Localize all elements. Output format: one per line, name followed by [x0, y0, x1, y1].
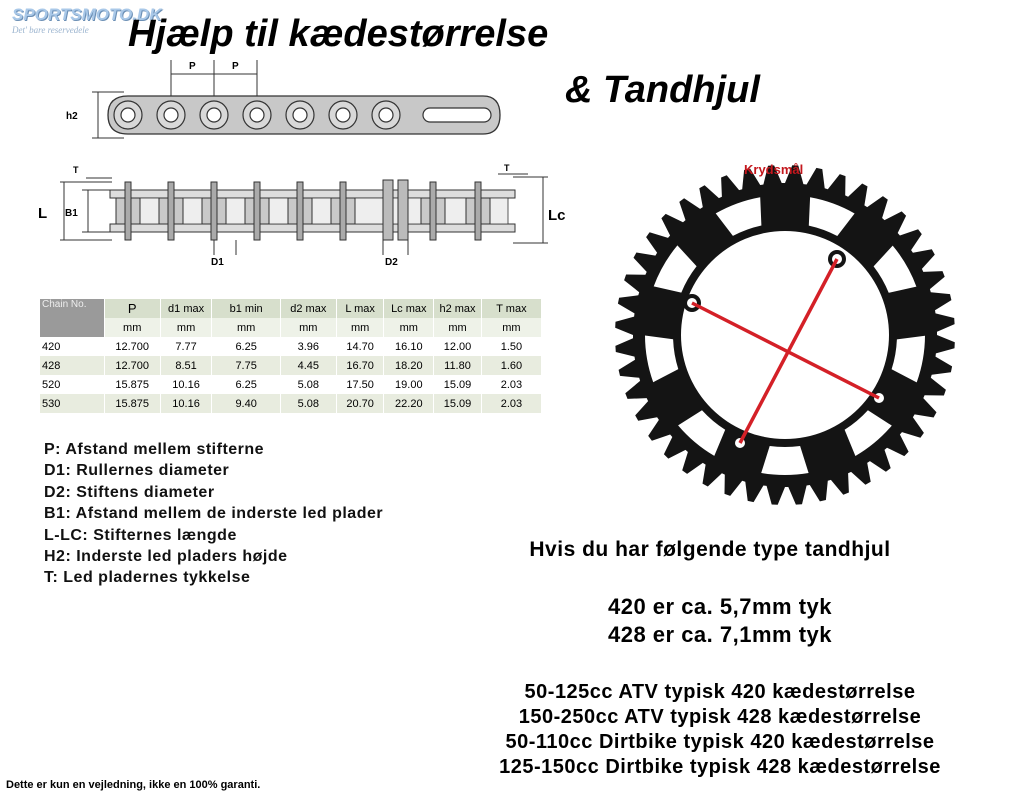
table-cell: 1.50: [481, 337, 541, 356]
crossmeasure-label: Krydsmål: [744, 162, 804, 177]
thickness-item: 428 er ca. 7,1mm tyk: [607, 622, 833, 647]
table-row: [40, 375, 542, 394]
column-header: b1 min: [212, 299, 280, 318]
thickness-item: 420 er ca. 5,7mm tyk: [607, 594, 833, 619]
unit-cell: mm: [212, 318, 280, 337]
sportsmoto-logo[interactable]: [12, 5, 162, 35]
sprocket-thickness-list: [440, 593, 1000, 649]
legend-item: L-LC: Stifternes længde: [44, 526, 237, 544]
table-cell: 2.03: [481, 394, 541, 413]
dim-label-d1: D1: [211, 257, 224, 268]
table-row: [40, 356, 542, 375]
chain-pin: [168, 182, 174, 240]
table-cell: 12.700: [104, 337, 160, 356]
unit-cell: mm: [160, 318, 212, 337]
chain-pin: [297, 182, 303, 240]
table-cell: 15.09: [434, 394, 482, 413]
crossmeasure-line: [740, 259, 837, 443]
table-cell: 3.96: [280, 337, 336, 356]
table-cell: 8.51: [160, 356, 212, 375]
typical-item: 50-125cc ATV typisk 420 kædestørrelse: [524, 681, 916, 703]
column-header: T max: [481, 299, 541, 318]
dim-label-p2: P: [232, 61, 239, 72]
typical-item: 50-110cc Dirtbike typisk 420 kædestørrelse: [505, 731, 935, 753]
table-cell: 12.00: [434, 337, 482, 356]
column-header: Lc max: [384, 299, 434, 318]
column-header: d1 max: [160, 299, 212, 318]
chain-top-view: [110, 180, 515, 240]
chain-pin: [211, 182, 217, 240]
chain-pin-hole: [121, 108, 135, 122]
crossmeasure-line: [692, 303, 879, 398]
table-cell: 18.20: [384, 356, 434, 375]
table-cell: 15.09: [434, 375, 482, 394]
chain-number-cell: 420: [40, 337, 104, 356]
table-corner: Chain No.: [40, 299, 104, 337]
unit-cell: mm: [280, 318, 336, 337]
legend-item: D2: Stiftens diameter: [44, 483, 215, 501]
table-cell: 19.00: [384, 375, 434, 394]
unit-cell: mm: [434, 318, 482, 337]
page-title: Hjælp til kædestørrelse: [128, 13, 549, 55]
chain-pin: [254, 182, 260, 240]
table-cell: 22.20: [384, 394, 434, 413]
table-cell: 16.10: [384, 337, 434, 356]
dim-label-h2: h2: [66, 111, 78, 122]
logo-name: SPORTSMOTO.DK: [12, 5, 162, 24]
chain-pin-hole: [336, 108, 350, 122]
logo-tagline: Det' bare reservedele: [12, 25, 89, 35]
typical-item: 150-250cc ATV typisk 428 kædestørrelse: [518, 706, 922, 728]
column-header: h2 max: [434, 299, 482, 318]
table-header-row: [40, 299, 542, 318]
legend-item: D1: Rullernes diameter: [44, 462, 230, 480]
table-row: [40, 337, 542, 356]
chain-pin-hole: [164, 108, 178, 122]
sprocket-body: [615, 165, 955, 505]
chain-number-cell: 428: [40, 356, 104, 375]
chain-number-cell: 530: [40, 394, 104, 413]
table-cell: 6.25: [212, 375, 280, 394]
table-cell: 20.70: [336, 394, 384, 413]
dim-label-d2: D2: [385, 257, 398, 268]
table-cell: 10.16: [160, 394, 212, 413]
typical-size-list: [410, 680, 1030, 780]
column-header: d2 max: [280, 299, 336, 318]
chain-pin-hole: [250, 108, 264, 122]
table-cell: 17.50: [336, 375, 384, 394]
chain-pin: [340, 182, 346, 240]
legend-item: B1: Afstand mellem de inderste led plader: [44, 505, 384, 523]
chain-pin: [125, 182, 131, 240]
disclaimer: Dette er kun en vejledning, ikke en 100% garanti.: [6, 779, 261, 791]
chain-pin: [475, 182, 481, 240]
table-cell: 5.08: [280, 394, 336, 413]
unit-cell: mm: [481, 318, 541, 337]
dimension-legend: [44, 439, 383, 589]
chain-diagram: [38, 52, 566, 272]
table-cell: 4.45: [280, 356, 336, 375]
table-cell: 7.75: [212, 356, 280, 375]
chain-number-cell: 520: [40, 375, 104, 394]
table-cell: 6.25: [212, 337, 280, 356]
unit-cell: mm: [104, 318, 160, 337]
table-cell: 2.03: [481, 375, 541, 394]
page-subtitle: & Tandhjul: [565, 69, 760, 111]
chain-pin: [430, 182, 436, 240]
column-header: P: [104, 299, 160, 318]
table-cell: 7.77: [160, 337, 212, 356]
dim-label-p1: P: [189, 61, 196, 72]
legend-item: H2: Inderste led pladers højde: [44, 548, 288, 566]
chain-spec-table: [40, 299, 542, 413]
table-cell: 1.60: [481, 356, 541, 375]
chain-pin-hole: [293, 108, 307, 122]
column-header: L max: [336, 299, 384, 318]
dim-label-lc: Lc: [548, 207, 566, 224]
unit-cell: mm: [384, 318, 434, 337]
sprocket-image: [612, 162, 958, 508]
legend-item: T: Led pladernes tykkelse: [44, 569, 251, 587]
table-cell: 9.40: [212, 394, 280, 413]
crossmeasure-lines: [683, 250, 888, 452]
table-cell: 15.875: [104, 375, 160, 394]
sprocket-info-heading: Hvis du har følgende type tandhjul: [529, 538, 891, 561]
table-cell: 11.80: [434, 356, 482, 375]
table-row: [40, 394, 542, 413]
chain-pin-hole: [207, 108, 221, 122]
table-cell: 10.16: [160, 375, 212, 394]
table-cell: 15.875: [104, 394, 160, 413]
dim-label-t-right: T: [504, 163, 510, 173]
table-unit-row: [40, 318, 542, 337]
chain-side-view: [108, 96, 500, 134]
table-cell: 14.70: [336, 337, 384, 356]
table-cell: 5.08: [280, 375, 336, 394]
table-cell: 16.70: [336, 356, 384, 375]
chain-pin-hole: [379, 108, 393, 122]
unit-cell: mm: [336, 318, 384, 337]
typical-item: 125-150cc Dirtbike typisk 428 kædestørrelse: [499, 756, 941, 778]
dim-label-t-left: T: [73, 165, 79, 175]
legend-item: P: Afstand mellem stifterne: [44, 441, 265, 458]
dim-label-l: L: [38, 205, 48, 222]
dim-label-b1: B1: [65, 208, 78, 219]
table-cell: 12.700: [104, 356, 160, 375]
